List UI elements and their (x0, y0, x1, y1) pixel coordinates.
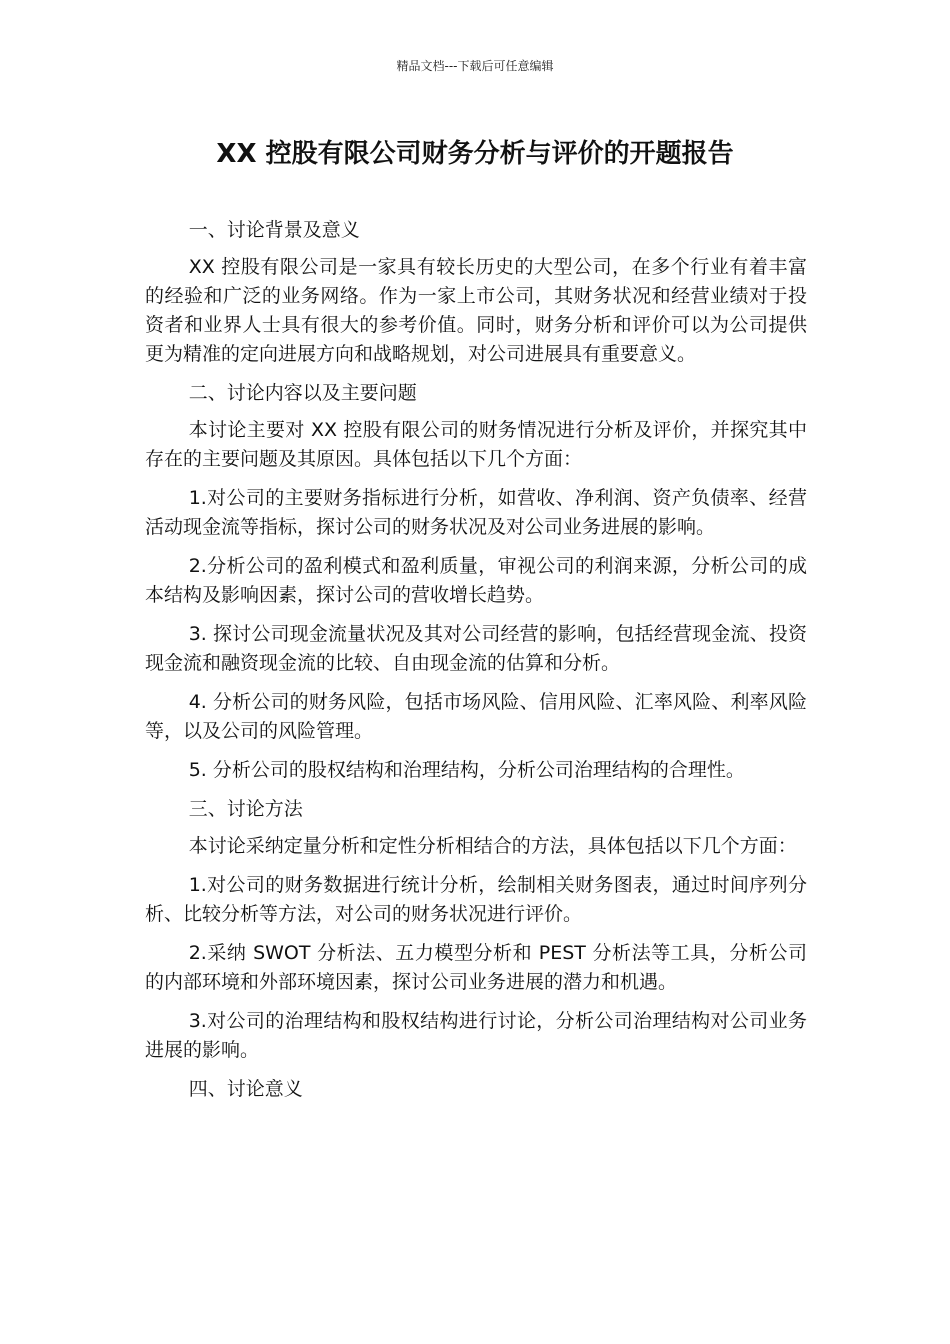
list-item-content-2: 2.分析公司的盈利模式和盈利质量，审视公司的利润来源，分析公司的成本结构及影响因素，探讨公司的营收增长趋势。 (145, 555, 807, 606)
paragraph-background: XX 控股有限公司是一家具有较长历史的大型公司，在多个行业有着丰富的经验和广泛的业务网络。作为一家上市公司，其财务状况和经营业绩对于投资者和业界人士具有很大的参考价值。同时，财务分析和评价可以为公司提供更为精准的定向进展方向和战略规划，对公司进展具有重要意义。 (145, 256, 807, 365)
list-item-content-3: 3. 探讨公司现金流量状况及其对公司经营的影响，包括经营现金流、投资现金流和融资现金流的比较、自由现金流的估算和分析。 (145, 623, 807, 674)
section-heading-significance: 四、讨论意义 (188, 1078, 303, 1100)
paragraph-method-intro: 本讨论采纳定量分析和定性分析相结合的方法，具体包括以下几个方面： (188, 835, 797, 857)
section-heading-background: 一、讨论背景及意义 (188, 219, 360, 241)
list-item-content-5: 5. 分析公司的股权结构和治理结构，分析公司治理结构的合理性。 (188, 759, 745, 781)
list-item-content-4: 4. 分析公司的财务风险，包括市场风险、信用风险、汇率风险、利率风险等，以及公司的风险管理。 (145, 691, 807, 742)
section-heading-method: 三、讨论方法 (188, 798, 303, 820)
section-heading-content: 二、讨论内容以及主要问题 (188, 382, 417, 404)
list-item-content-1: 1.对公司的主要财务指标进行分析，如营收、净利润、资产负债率、经营活动现金流等指标，探讨公司的财务状况及对公司业务进展的影响。 (145, 487, 807, 538)
list-item-method-1: 1.对公司的财务数据进行统计分析，绘制相关财务图表，通过时间序列分析、比较分析等方法，对公司的财务状况进行评价。 (145, 874, 807, 925)
paragraph-content-intro: 本讨论主要对 XX 控股有限公司的财务情况进行分析及评价，并探究其中存在的主要问题及其原因。具体包括以下几个方面： (145, 419, 807, 470)
page-header-watermark: 精品文档---下载后可任意编辑 (396, 59, 554, 73)
list-item-method-2: 2.采纳 SWOT 分析法、五力模型分析和 PEST 分析法等工具，分析公司的内部环境和外部环境因素，探讨公司业务进展的潜力和机遇。 (145, 942, 807, 993)
list-item-method-3: 3.对公司的治理结构和股权结构进行讨论，分析公司治理结构对公司业务进展的影响。 (145, 1010, 807, 1061)
document-title: XX 控股有限公司财务分析与评价的开题报告 (216, 139, 734, 169)
document-body (145, 216, 807, 1112)
